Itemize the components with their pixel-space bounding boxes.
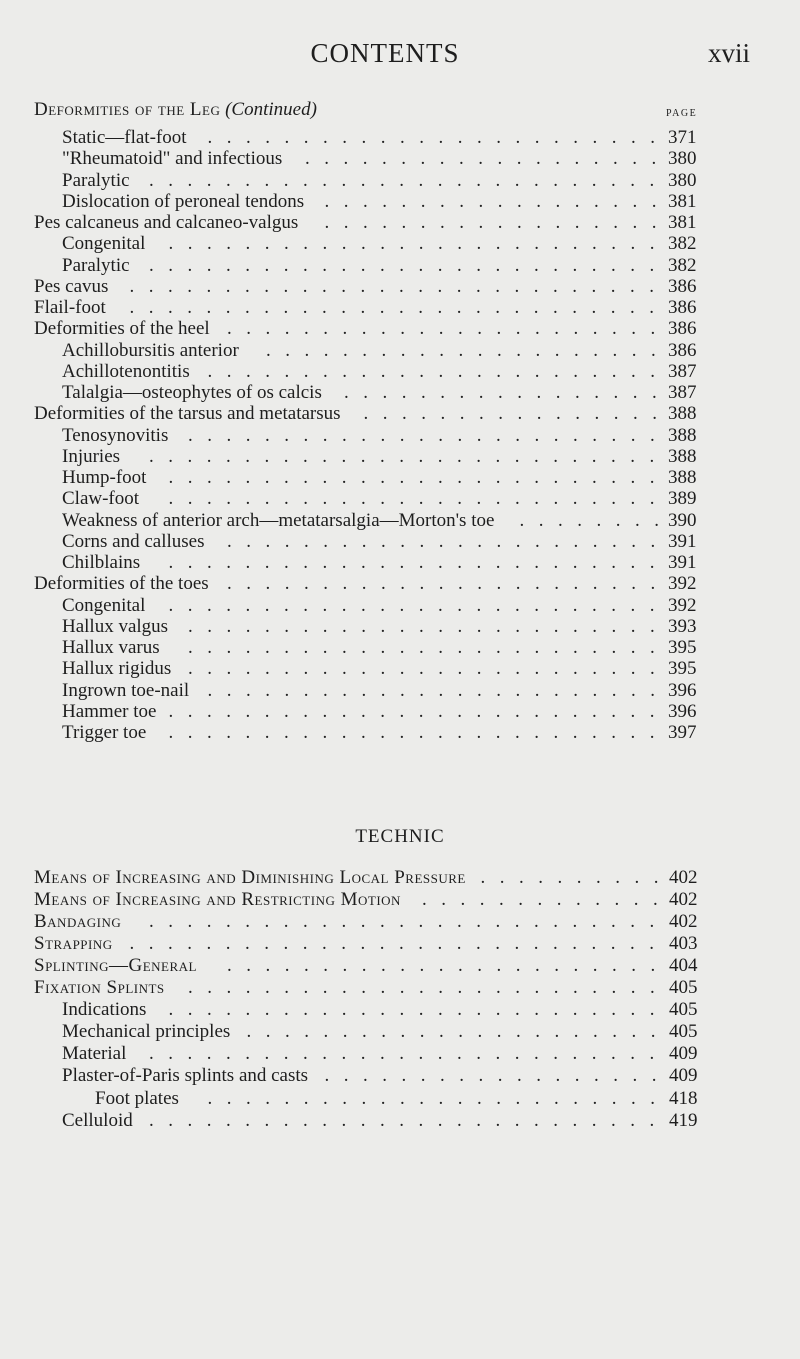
toc-leader-dots: ....................... (227, 318, 670, 340)
toc-entry-page: 387 (668, 382, 697, 403)
toc-leader-dots: ........................ (207, 1087, 670, 1109)
page-folio: xvii (708, 38, 751, 68)
toc-entry-page: 395 (668, 637, 697, 658)
toc-entry-label: Corns and calluses (62, 530, 205, 552)
toc-leader-dots: ................. (344, 382, 672, 403)
toc-entry-page: 402 (669, 889, 698, 911)
toc-leader-dots: .......................... (168, 488, 669, 510)
toc-leader-dots: ........................... (149, 254, 669, 276)
toc-entry-label: Claw-foot (62, 488, 140, 510)
toc-leader-dots: ........................ (207, 127, 670, 148)
toc-leader-dots: ........................ (207, 679, 670, 701)
toc-leader-dots: ........................... (149, 1043, 669, 1065)
toc-entry-label: Trigger toe (62, 722, 147, 743)
toc-entry-page: 388 (668, 424, 697, 446)
section-heading-text: Deformities of the Leg (34, 99, 221, 120)
toc-entry-label: Pes calcaneus and calcaneo-valgus (34, 212, 299, 233)
toc-entry-page: 393 (668, 615, 697, 637)
toc-entry (0, 1064, 800, 1088)
toc-leader-dots: .................. (324, 190, 671, 212)
toc-leader-dots: .......................... (168, 594, 669, 616)
toc-entry-label: Static—flat-foot (62, 127, 187, 148)
toc-entry-label: Dislocation of peroneal tendons (62, 190, 305, 212)
toc-leader-dots: .................. (324, 212, 671, 233)
toc-entry-label: Weakness of anterior arch—metatarsalgia—Morton's toe (62, 509, 495, 531)
toc-entry-page: 386 (668, 275, 697, 297)
toc-entry-page: 388 (668, 467, 697, 488)
toc-entry-page: 418 (669, 1087, 698, 1109)
section-heading-deformities-leg (34, 98, 317, 122)
toc-entry-label: "Rheumatoid" and infectious (62, 148, 283, 170)
toc-leader-dots: ........................... (149, 445, 669, 467)
toc-entry-label: Pes cavus (34, 275, 109, 297)
toc-leader-dots: .......................... (168, 999, 669, 1021)
toc-entry-page: 409 (669, 1065, 698, 1087)
toc-entry-page: 387 (668, 360, 697, 382)
toc-leader-dots: ............................ (129, 297, 669, 318)
toc-entry (0, 1042, 800, 1066)
toc-leader-dots: ............................ (129, 933, 669, 955)
toc-leader-dots: ........................... (149, 169, 669, 191)
toc-entry-page: 396 (668, 679, 697, 701)
toc-entry-page: 391 (668, 552, 697, 573)
toc-leader-dots: ................ (363, 403, 672, 425)
toc-leader-dots: ....................... (227, 530, 670, 552)
toc-entry-page: 386 (668, 339, 697, 361)
toc-entry (0, 1087, 800, 1111)
page-column-header: PAGE (666, 108, 698, 119)
toc-leader-dots: ....................... (227, 955, 670, 977)
toc-entry-label: Plaster-of-Paris splints and casts (62, 1065, 309, 1087)
toc-entry (0, 998, 800, 1022)
toc-entry-label: Achillobursitis anterior (62, 339, 239, 361)
toc-entry-page: 390 (668, 509, 697, 531)
toc-entry (0, 721, 800, 745)
toc-entry-page: 391 (668, 530, 697, 552)
toc-entry-label: Talalgia—osteophytes of os calcis (62, 382, 322, 403)
running-title: CONTENTS (310, 38, 460, 68)
toc-leader-dots: ........................... (149, 911, 669, 933)
toc-entry (0, 1109, 800, 1133)
toc-entry-label: Deformities of the toes (34, 573, 209, 595)
toc-entry-page: 382 (668, 254, 697, 276)
toc-entry (0, 976, 800, 1000)
toc-entry-page: 381 (668, 190, 697, 212)
toc-entry-page: 380 (668, 148, 697, 170)
toc-entry (0, 866, 800, 890)
toc-entry-page: 409 (669, 1043, 698, 1065)
toc-entry-page: 380 (668, 169, 697, 191)
toc-entry-page: 395 (668, 658, 697, 680)
toc-leader-dots: .................. (324, 1065, 671, 1087)
toc-leader-dots: ............. (422, 889, 673, 911)
toc-entry-page: 386 (668, 318, 697, 340)
toc-leader-dots: ......................... (188, 637, 670, 658)
toc-leader-dots: .......................... (168, 467, 669, 488)
toc-entry (0, 1020, 800, 1044)
toc-leader-dots: ......................... (188, 977, 670, 999)
toc-entry-page: 402 (669, 911, 698, 933)
toc-entry-label: Chilblains (62, 552, 141, 573)
toc-leader-dots: .......................... (168, 722, 669, 743)
toc-entry-label: Fixation Splints (34, 977, 165, 999)
toc-entry-label: Injuries (62, 445, 121, 467)
toc-entry-page: 388 (668, 403, 697, 425)
toc-leader-dots: ................... (305, 148, 671, 170)
toc-entry-page: 388 (668, 445, 697, 467)
toc-leader-dots: .......................... (168, 552, 669, 573)
toc-leader-dots: ......................... (188, 424, 670, 446)
toc-entry-page: 403 (669, 933, 698, 955)
toc-leader-dots: .......................... (168, 233, 669, 255)
toc-leader-dots: ......................... (188, 615, 670, 637)
toc-leader-dots: ............................ (129, 275, 669, 297)
toc-entry (0, 910, 800, 934)
toc-entry-page: 405 (669, 977, 698, 999)
toc-entry-label: Strapping (34, 933, 113, 955)
toc-entry-label: Paralytic (62, 254, 130, 276)
toc-entry-label: Hump-foot (62, 467, 147, 488)
toc-entry-label: Splinting—General (34, 955, 197, 977)
toc-entry-label: Indications (62, 999, 147, 1021)
toc-entry-label: Deformities of the heel (34, 318, 210, 340)
toc-entry-label: Tenosynovitis (62, 424, 169, 446)
toc-entry-label: Foot plates (95, 1087, 179, 1109)
toc-leader-dots: ...................... (246, 1021, 670, 1043)
toc-entry-label: Bandaging (34, 911, 122, 933)
toc-leader-dots: ....................... (227, 573, 670, 595)
toc-entry-page: 396 (668, 700, 697, 722)
toc-entry-label: Hallux varus (62, 637, 160, 658)
technic-section-title: TECHNIC (355, 826, 445, 847)
toc-leader-dots: ......................... (188, 658, 670, 680)
toc-entry (0, 888, 800, 912)
toc-entry-page: 419 (669, 1109, 698, 1131)
toc-entry-label: Ingrown toe-nail (62, 679, 190, 701)
toc-leader-dots: ........................... (149, 1109, 669, 1131)
toc-entry-label: Achillotenontitis (62, 360, 190, 382)
toc-entry-page: 381 (668, 212, 697, 233)
toc-entry-page: 389 (668, 488, 697, 510)
toc-entry-page: 405 (669, 1021, 698, 1043)
toc-entry-page: 392 (668, 594, 697, 616)
toc-entry-label: Paralytic (62, 169, 130, 191)
toc-entry-label: Congenital (62, 233, 146, 255)
section-heading-continued: (Continued) (225, 99, 317, 120)
toc-entry-page: 386 (668, 297, 697, 318)
toc-entry (0, 954, 800, 978)
toc-entry-page: 405 (669, 999, 698, 1021)
toc-entry-page: 382 (668, 233, 697, 255)
toc-entry-label: Means of Increasing and Diminishing Local Pressure (34, 867, 466, 888)
toc-entry-label: Hammer toe (62, 700, 157, 722)
toc-entry-label: Means of Increasing and Restricting Motion (34, 889, 401, 911)
toc-entry-label: Flail-foot (34, 297, 106, 318)
toc-leader-dots: ........................ (207, 360, 670, 382)
toc-entry-label: Mechanical principles (62, 1021, 231, 1043)
toc-leader-dots: .......................... (168, 700, 669, 722)
toc-entry (0, 932, 800, 956)
toc-entry-label: Deformities of the tarsus and metatarsus (34, 403, 341, 425)
toc-leader-dots: .......... (480, 867, 673, 888)
toc-entry-page: 404 (669, 955, 698, 977)
toc-leader-dots: ..................... (266, 339, 671, 361)
toc-entry-page: 371 (668, 127, 697, 148)
toc-entry-label: Material (62, 1043, 127, 1065)
toc-entry-label: Celluloid (62, 1109, 133, 1131)
toc-entry-page: 392 (668, 573, 697, 595)
toc-entry-label: Hallux rigidus (62, 658, 172, 680)
toc-entry-page: 397 (668, 722, 697, 743)
page-header (0, 38, 800, 78)
toc-entry-label: Hallux valgus (62, 615, 169, 637)
toc-entry-page: 402 (669, 867, 698, 888)
toc-entry-label: Congenital (62, 594, 146, 616)
toc-leader-dots: ........ (519, 509, 674, 531)
